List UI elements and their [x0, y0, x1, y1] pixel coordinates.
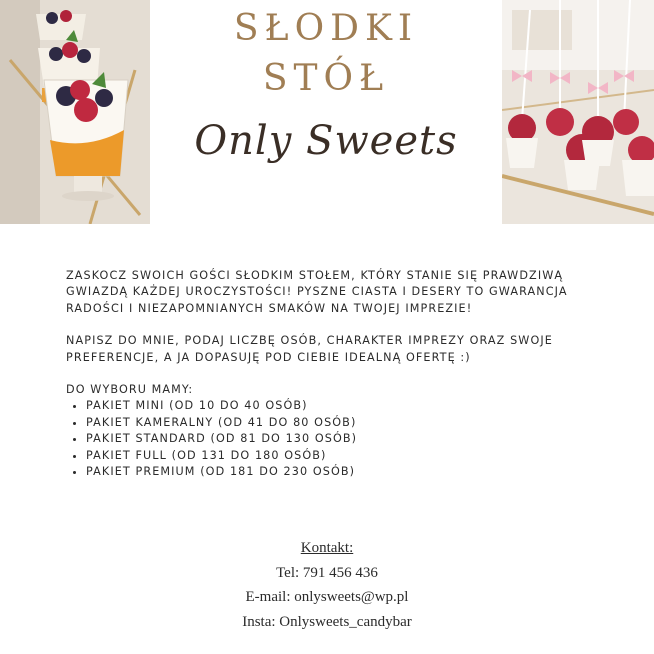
title-line-2: STÓŁ	[262, 58, 390, 99]
contact-phone: Tel: 791 456 436	[276, 564, 378, 581]
intro-paragraph: ZASKOCZ SWOICH GOŚCI SŁODKIM STOŁEM, KTÓRY STANIE SIĘ PRAWDZIWĄ GWIAZDĄ KAŻDEJ UROCZYSTOŚCI! PYSZNE CIASTA I DESERY TO GWARANCJA RADOŚCI I NIEZAPOMNIANYCH SMAKÓW NA TWOJEJ IMPREZIE!	[66, 269, 568, 315]
title-line-1: SŁODKI	[233, 8, 419, 49]
cake-pops-illustration	[502, 0, 654, 224]
cake-pops-photo	[502, 0, 654, 224]
contact-instagram: Insta: Onlysweets_candybar	[242, 613, 412, 630]
header-banner	[0, 0, 654, 224]
script-brand-name: Only Sweets	[194, 118, 458, 164]
package-item: • PAKIET KAMERALNY (OD 41 DO 80 OSÓB)	[86, 415, 606, 431]
packages-list	[66, 398, 606, 480]
request-paragraph: NAPISZ DO MNIE, PODAJ LICZBĘ OSÓB, CHARAKTER IMPREZY ORAZ SWOJE PREFERENCJE, A JA DOPASUJĘ POD CIEBIE IDEALNĄ OFERTĘ :)	[66, 334, 553, 364]
offer-description	[66, 268, 606, 480]
package-item: • PAKIET FULL (OD 131 DO 180 OSÓB)	[86, 448, 606, 464]
dessert-cups-illustration	[0, 0, 150, 224]
package-item: • PAKIET STANDARD (OD 81 DO 130 OSÓB)	[86, 431, 606, 447]
packages-intro: DO WYBORU MAMY:	[66, 383, 194, 397]
contact-section	[0, 536, 654, 634]
contact-email: E-mail: onlysweets@wp.pl	[245, 589, 409, 605]
contact-heading: Kontakt:	[300, 540, 354, 556]
dessert-cups-photo	[0, 0, 150, 224]
package-item: • PAKIET PREMIUM (OD 181 DO 230 OSÓB)	[86, 464, 606, 480]
package-item: • PAKIET MINI (OD 10 DO 40 OSÓB)	[86, 398, 606, 414]
